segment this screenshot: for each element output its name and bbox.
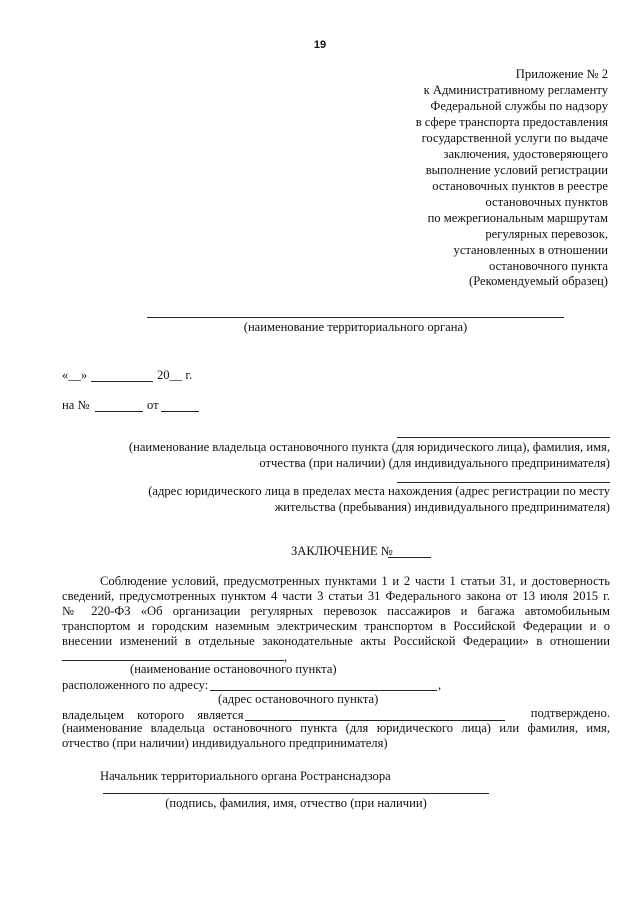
- sample-note: (Рекомендуемый образец): [469, 274, 608, 288]
- appendix-line: заключения, удостоверяющего: [443, 147, 608, 161]
- ref-number-label: на №: [62, 398, 90, 412]
- ref-from-blank: [161, 411, 199, 412]
- owner-line: [397, 437, 610, 438]
- stop-address-line: [210, 690, 437, 691]
- stop-address-caption: (адрес остановочного пункта): [218, 692, 379, 706]
- date-year: 20__ г.: [157, 368, 193, 382]
- appendix-line: в сфере транспорта предоставления: [415, 115, 608, 129]
- owner-caption-line2: отчества (при наличии) (для индивидуального предпринимателя): [259, 456, 610, 470]
- owner-caption-line1: (наименование владельца остановочного пункта (для юридического лица), фамилия, имя,: [128, 440, 610, 454]
- territorial-body-caption: (наименование территориального органа): [243, 320, 468, 334]
- appendix-line: выполнение условий регистрации: [425, 163, 608, 177]
- appendix-line: к Административному регламенту: [423, 83, 608, 97]
- appendix-line: остановочных пунктов в реестре: [432, 179, 608, 193]
- appendix-header: [308, 66, 608, 274]
- owner-label: владельцем которого является: [62, 708, 244, 722]
- appendix-line: Федеральной службы по надзору: [430, 99, 608, 113]
- page-number: 19: [313, 39, 327, 51]
- address-line: [397, 482, 610, 483]
- appendix-line: регулярных перевозок,: [485, 227, 608, 241]
- body-line: транспортом и городским наземным электрическим транспортом в Российской Федерации и о: [62, 619, 610, 633]
- conclusion-title: ЗАКЛЮЧЕНИЕ №: [291, 544, 393, 558]
- territorial-body-line: [147, 317, 564, 318]
- appendix-line: остановочных пунктов: [485, 195, 608, 209]
- appendix-line: государственной услуги по выдаче: [421, 131, 608, 145]
- owner-name-caption-line1: (наименование владельца остановочного пункта (для юридического лица) или фамилия, имя,: [62, 721, 610, 735]
- owner-name-caption-line2: отчество (при наличии) индивидуального предпринимателя): [62, 736, 388, 750]
- date-quote: «__»: [62, 368, 88, 382]
- appendix-line: установленных в отношении: [453, 243, 608, 257]
- ref-from-label: от: [147, 398, 159, 412]
- appendix-line: остановочного пункта: [489, 259, 608, 273]
- located-label: расположенного по адресу:: [62, 678, 209, 692]
- signature-line: [103, 793, 489, 794]
- signature-caption: (подпись, фамилия, имя, отчество (при наличии): [165, 796, 427, 810]
- owner-confirmed: подтверждено.: [530, 706, 610, 720]
- ref-number-blank: [95, 411, 143, 412]
- stop-name-caption: (наименование остановочного пункта): [130, 662, 337, 676]
- stop-name-comma: ,: [284, 650, 288, 664]
- body-line: сведений, предусмотренных пунктом 4 части 3 статьи 31 Федерального закона от 13 июля 2015 г.: [62, 589, 610, 603]
- address-caption-line2: жительства (пребывания) индивидуального предпринимателя): [274, 500, 610, 514]
- body-line: № 220-ФЗ «Об организации регулярных перевозок пассажиров и багажа автомобильным: [62, 604, 610, 618]
- appendix-line: Приложение № 2: [515, 67, 608, 81]
- date-blank: [91, 381, 153, 382]
- body-line: внесении изменений в отдельные законодательные акты Российской Федерации» в отношении: [62, 634, 610, 648]
- stop-name-line: [62, 660, 284, 661]
- appendix-line: по межрегиональным маршрутам: [427, 211, 608, 225]
- body-line: Соблюдение условий, предусмотренных пунктами 1 и 2 части 1 статьи 31, и достоверность: [100, 574, 610, 588]
- stop-address-comma: ,: [438, 678, 442, 692]
- head-title: Начальник территориального органа Ространснадзора: [100, 769, 391, 783]
- conclusion-number-blank: [388, 557, 431, 558]
- address-caption-line1: (адрес юридического лица в пределах места нахождения (адрес регистрации по месту: [148, 484, 610, 498]
